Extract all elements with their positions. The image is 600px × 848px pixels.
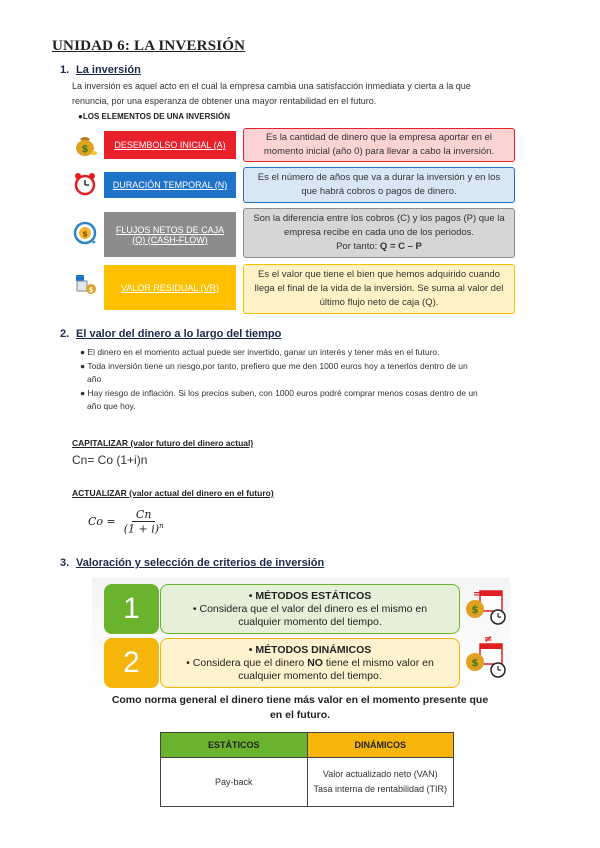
static-methods-cell: Pay-back [161,758,308,807]
method-2-number: 2 [104,638,159,688]
svg-text:=: = [473,589,482,600]
desembolso-inicial-box: DESEMBOLSO INICIAL (A) [104,131,236,159]
svg-text:$: $ [88,286,94,294]
table-header-row [161,733,454,758]
duracion-temporal-box: DURACIÓN TEMPORAL (N) [104,172,236,198]
section-1-paragraph: La inversión es aquel acto en el cual la empresa cambia una satisfacción inmediata y cierta a la que renuncia, por una esperanza de obtener una mayor rentabilidad en el futuro. [72,81,471,106]
flujos-netos-box: FLUJOS NETOS DE CAJA (Q) (CASH-FLOW) [104,212,236,257]
valor-residual-desc: Es el valor que tiene el bien que hemos adquirido cuando llega el final de la vida de la inversión. Se suma al valor del último flujo neto de caja (Q). [243,264,515,314]
table-row [161,758,454,807]
alarm-clock-icon [72,171,98,197]
methods-comparison-table [160,732,454,807]
dynamic-methods-cell: Valor actualizado neto (VAN) Tasa interna de rentabilidad (TIR) [307,758,454,807]
section-1-heading: 1. La inversión [60,64,141,76]
money-bag-icon [72,131,98,157]
capitalizar-formula: Cn= Co (1+i)n [72,453,148,467]
section-2-heading: 2. El valor del dinero a lo largo del tiempo [60,328,282,340]
header-estaticos: ESTÁTICOS [161,733,308,758]
list-item: ● El dinero en el momento actual puede ser invertido, ganar un interés y tener más en el futuro. [80,347,440,357]
list-item: año [87,374,102,384]
elements-label: ●LOS ELEMENTOS DE UNA INVERSIÓN [78,112,230,121]
header-dinamicos: DINÁMICOS [307,733,454,758]
duracion-temporal-desc: Es el número de años que va a durar la inversión y en los que habrá cobros o pagos de dinero. [243,167,515,203]
metodos-estaticos-box: • MÉTODOS ESTÁTICOS • Considera que el valor del dinero es el mismo en cualquier momento del tiempo. [160,584,460,634]
actualizar-heading: ACTUALIZAR (valor actual del dinero en el futuro) [72,488,274,498]
money-calendar-not-equal-icon [462,636,508,682]
general-rule-note: Como norma general el dinero tiene más valor en el momento presente que en el futuro. [111,694,489,721]
list-item: ● Toda inversión tiene un riesgo,por tanto, prefiero que me den 1000 euros hoy a tenerlos dentro de un [80,360,468,371]
list-item: año que hoy. [87,401,136,411]
page-title: UNIDAD 6: LA INVERSIÓN [52,38,246,54]
svg-text:$: $ [81,144,89,155]
valor-residual-box: VALOR RESIDUAL (VR) [104,265,236,310]
svg-text:≠: ≠ [484,636,493,645]
capitalizar-heading: CAPITALIZAR (valor futuro del dinero actual) [72,438,254,448]
flujos-netos-desc: Son la diferencia entre los cobros (C) y los pagos (P) que la empresa recibe en cada uno de los periodos. Por tanto: Q = C – P [243,208,515,258]
svg-text:$: $ [471,605,479,616]
coin-cycle-icon [72,220,98,246]
section-2-bullets [80,346,550,414]
actualizar-formula: Co = $\frac{Cn}{(1 + i)^n}$ [88,508,164,536]
svg-text:$: $ [471,658,479,669]
section-3-heading: 3. Valoración y selección de criterios de inversión [60,557,325,569]
metodos-dinamicos-box: • MÉTODOS DINÁMICOS • Considera que el dinero NO tiene el mismo valor en cualquier momento del tiempo. [160,638,460,688]
list-item: ● Hay riesgo de inflación. Si los precios suben, con 1000 euros podré comprar menos cosas dentro de un [80,387,478,398]
svg-text:$: $ [82,229,88,239]
money-calendar-icon [462,585,508,631]
method-1-number: 1 [104,584,159,634]
cash-register-icon [72,271,98,297]
desembolso-inicial-desc: Es la cantidad de dinero que la empresa aportar en el momento inicial (año 0) para llevar a cabo la inversión. [243,128,515,162]
